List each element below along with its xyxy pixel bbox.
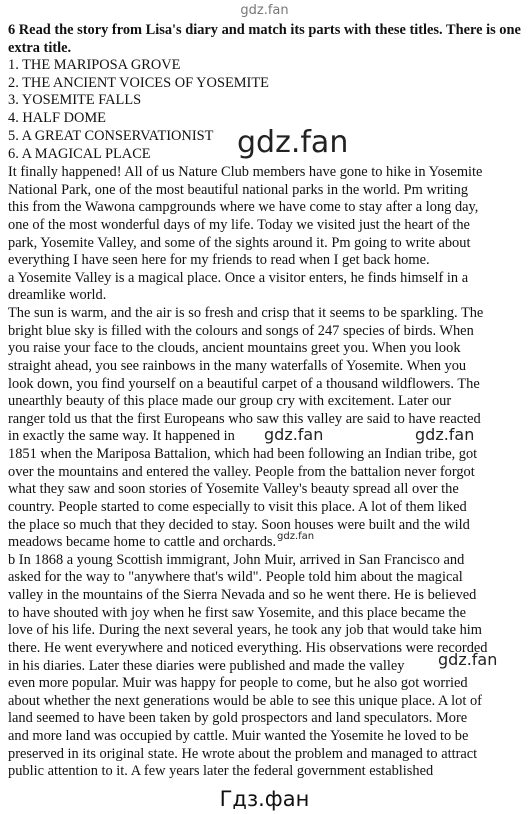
- story-line: National Park, one of the most beautiful national parks in the world. Pm writing: [8, 181, 469, 198]
- story-line: over the mountains and entered the valley. People from the battalion never forgot: [8, 463, 475, 480]
- task-instruction: 6 Read the story from Lisa's diary and match its parts with these titles. There is one extra title.: [8, 22, 521, 56]
- story-line: country. People started to come especially to visit this place. A lot of them liked: [8, 498, 467, 515]
- title-item: 3. YOSEMITE FALLS: [8, 92, 142, 109]
- story-line: land seemed to have been taken by gold prospectors and land speculators. More: [8, 710, 468, 727]
- story-line: It finally happened! All of us Nature Club members have gone to hike in Yosemite: [8, 164, 483, 180]
- story-line: ranger told us that the first Europeans who saw this valley are said to have reacted: [8, 410, 481, 427]
- story-line: there. He went everywhere and noticed everything. His observations were recorded: [8, 639, 488, 656]
- story-line: even more popular. Muir was happy for people to come, but he also got worried: [8, 675, 468, 692]
- story-line: love of his life. During the next several years, he took any job that would take him: [8, 622, 482, 639]
- story-line: to have shouted with joy when he first saw Yosemite, and this place became the: [8, 604, 466, 621]
- title-item: 6. A MAGICAL PLACE: [8, 145, 151, 162]
- title-item: 1. THE MARIPOSA GROVE: [8, 57, 181, 73]
- story-line: in exactly the same way. It happened in: [8, 428, 235, 445]
- story-line: straight ahead, you see rainbows in the many waterfalls of Yosemite. When you: [8, 357, 467, 374]
- story-line: asked for the way to "anywhere that's wild". People told him about the magical: [8, 569, 463, 586]
- title-item: 5. A GREAT CONSERVATIONIST: [8, 127, 214, 144]
- watermark-tiny: gdz.fan: [277, 531, 315, 542]
- titles-list: [8, 57, 269, 163]
- story-line: dreamlike world.: [8, 287, 107, 304]
- watermark-bottom: Гдз.фан: [219, 787, 310, 811]
- story-line: bright blue sky is filled with the colours and songs of 247 species of birds. When: [8, 322, 474, 339]
- story-line: this from the Wawona campgrounds where we have come to stay after a long day,: [8, 199, 479, 216]
- story-line: a Yosemite Valley is a magical place. Once a visitor enters, he finds himself in a: [8, 269, 469, 286]
- story-line: what they saw and soon stories of Yosemite Valley's beauty spread all over the: [8, 481, 459, 498]
- story-line: preserved in its original state. He wrote about the problem and managed to attract: [8, 745, 478, 762]
- story-line: park, Yosemite Valley, and some of the sights around it. Pm going to write about: [8, 234, 471, 251]
- story-line: the place so much that they decided to stay. Soon houses were built and the wild: [8, 516, 470, 533]
- site-watermark-top: gdz.fan: [240, 3, 289, 18]
- watermark-small: gdz.fan: [415, 425, 475, 444]
- story-line: look down, you find yourself on a beautiful carpet of a thousand wildflowers. The: [8, 375, 480, 392]
- story-line: public attention to it. A few years later the federal government established: [8, 763, 434, 780]
- story-line: valley in the mountains of the Sierra Nevada and so he went there. He is believed: [8, 587, 477, 603]
- watermark-large: gdz.fan: [237, 125, 349, 160]
- story-line: 1851 when the Mariposa Battalion, which had been following an Indian tribe, got: [8, 446, 478, 462]
- title-item: 2. THE ANCIENT VOICES OF YOSEMITE: [8, 74, 269, 91]
- story-line: unearthly beauty of this place made our group cry with excitement. Later our: [8, 393, 452, 410]
- story-line: one of the most wonderful days of my life. Today we visited just the heart of the: [8, 216, 470, 233]
- story-line: meadows became home to cattle and orchards.: [8, 534, 277, 551]
- story-line: The sun is warm, and the air is so fresh and crisp that it seems to be sparkling. The: [8, 305, 484, 321]
- story-line: in his diaries. Later these diaries were published and made the valley: [8, 657, 405, 674]
- diary-story: [8, 164, 524, 781]
- title-item: 4. HALF DOME: [8, 110, 106, 127]
- watermark-small: gdz.fan: [264, 425, 324, 444]
- story-line: you raise your face to the clouds, ancient mountains greet you. When you look: [8, 340, 461, 357]
- story-line: everything I have seen here for my friends to read when I get back home.: [8, 252, 430, 269]
- story-line: b In 1868 a young Scottish immigrant, John Muir, arrived in San Francisco and: [8, 551, 465, 568]
- watermark-small: gdz.fan: [438, 650, 498, 669]
- story-line: about whether the next generations would be able to see this unique place. A lot of: [8, 692, 482, 709]
- story-line: and more land was occupied by cattle. Muir wanted the Yosemite he loved to be: [8, 728, 469, 744]
